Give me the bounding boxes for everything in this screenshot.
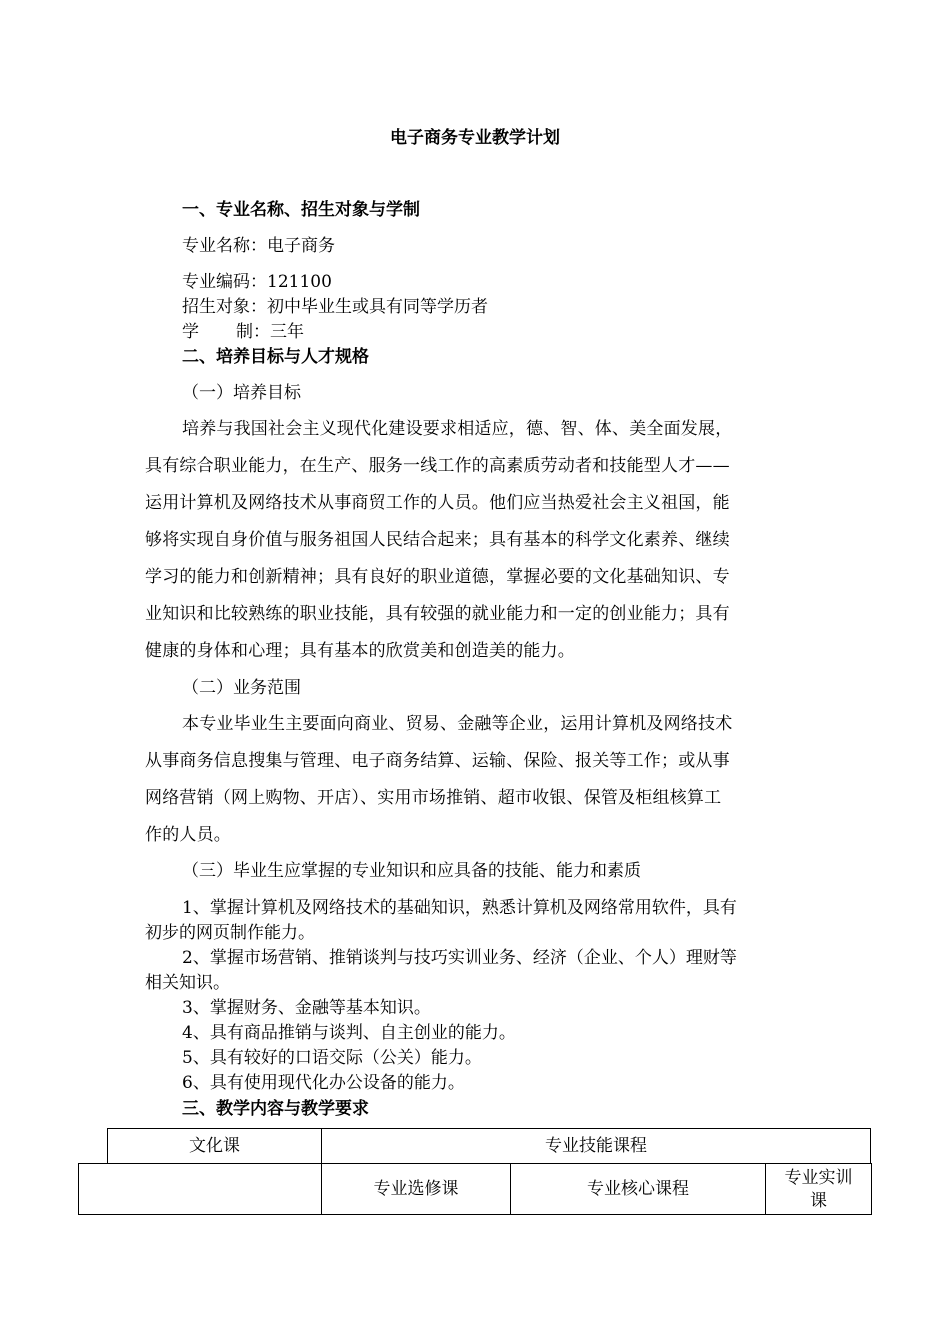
- competency-item: 2、掌握市场营销、推销谈判与技巧实训业务、经济（企业、个人）理财等: [182, 948, 737, 968]
- section3-heading: 三、教学内容与教学要求: [182, 1099, 369, 1119]
- competency-item: 4、具有商品推销与谈判、自主创业的能力。: [182, 1023, 516, 1043]
- core-course-cell: 专业核心课程: [587, 1179, 689, 1199]
- sub-heading-scope: （二）业务范围: [182, 678, 301, 698]
- course-table-header-row: [107, 1128, 871, 1164]
- goal-line: 学习的能力和创新精神；具有良好的职业道德，掌握必要的文化基础知识、专: [145, 567, 730, 587]
- scope-line: 网络营销（网上购物、开店）、实用市场推销、超市收银、保管及柜组核算工: [145, 788, 722, 808]
- skills-course-cell: 专业技能课程: [545, 1136, 647, 1156]
- culture-course-cell: 文化课: [189, 1136, 240, 1156]
- major-name: 专业名称：电子商务: [182, 236, 335, 256]
- document-title: 电子商务专业教学计划: [390, 128, 560, 148]
- competency-item: 初步的网页制作能力。: [145, 923, 315, 943]
- major-code: 专业编码：121100: [182, 272, 332, 292]
- competency-item: 3、掌握财务、金融等基本知识。: [182, 998, 431, 1018]
- training-course-cell-line2: 课: [810, 1191, 827, 1211]
- scope-line: 本专业毕业生主要面向商业、贸易、金融等企业，运用计算机及网络技术: [182, 714, 733, 734]
- section1-heading: 一、专业名称、招生对象与学制: [182, 200, 420, 220]
- goal-line: 健康的身体和心理；具有基本的欣赏美和创造美的能力。: [145, 641, 575, 661]
- goal-line: 培养与我国社会主义现代化建设要求相适应，德、智、体、美全面发展，: [182, 419, 733, 439]
- section2-heading: 二、培养目标与人才规格: [182, 347, 369, 367]
- goal-line: 业知识和比较熟练的职业技能，具有较强的就业能力和一定的创业能力；具有: [145, 604, 730, 624]
- competency-item: 5、具有较好的口语交际（公关）能力。: [182, 1048, 482, 1068]
- competency-item: 1、掌握计算机及网络技术的基础知识，熟悉计算机及网络常用软件，具有: [182, 898, 737, 918]
- elective-course-cell: 专业选修课: [373, 1179, 459, 1199]
- scope-line: 从事商务信息搜集与管理、电子商务结算、运输、保险、报关等工作；或从事: [145, 751, 730, 771]
- sub-heading-competencies: （三）毕业生应掌握的专业知识和应具备的技能、能力和素质: [182, 861, 641, 881]
- goal-line: 运用计算机及网络技术从事商贸工作的人员。他们应当热爱社会主义祖国，能: [145, 493, 730, 513]
- duration-value: 制：三年: [236, 322, 304, 342]
- goal-line: 够将实现自身价值与服务祖国人民结合起来；具有基本的科学文化素养、继续: [145, 530, 730, 550]
- duration-label-a: 学: [182, 322, 199, 342]
- enrollment-target: 招生对象：初中毕业生或具有同等学历者: [182, 297, 488, 317]
- course-table-sub-row: [78, 1163, 872, 1215]
- training-course-cell-line1: 专业实训: [784, 1168, 853, 1188]
- sub-heading-goal: （一）培养目标: [182, 383, 301, 403]
- scope-line: 作的人员。: [145, 825, 231, 845]
- goal-line: 具有综合职业能力，在生产、服务一线工作的高素质劳动者和技能型人才——: [145, 456, 730, 476]
- competency-item: 6、具有使用现代化办公设备的能力。: [182, 1073, 465, 1093]
- competency-item: 相关知识。: [145, 973, 230, 993]
